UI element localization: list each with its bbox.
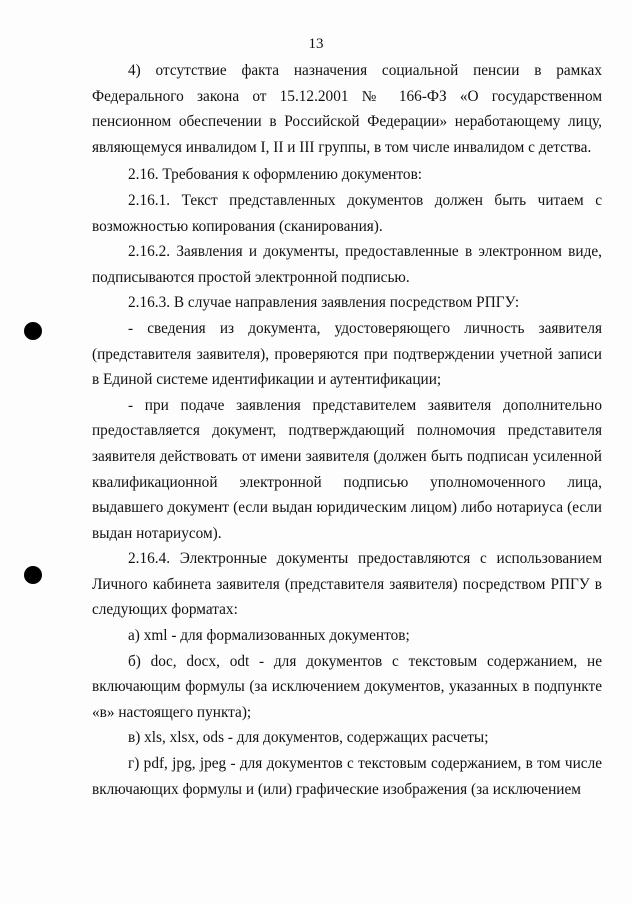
punch-hole-mark <box>24 322 42 340</box>
document-body <box>92 58 602 802</box>
list-item-pdf: г) pdf, jpg, jpeg - для документов с текстовым содержанием, в том числе включающих формулы и (или) графические изображения (за исключением <box>92 755 602 798</box>
paragraph-2-16-1: 2.16.1. Текст представленных документов должен быть читаем с возможностью копирования (сканирования). <box>92 191 602 235</box>
paragraph-representative: - при подаче заявления представителем заявителя дополнительно предоставляется документ, подтверждающий полномочия представителя заявителя действовать от имени заявителя (должен быть подписан усиленной квалификационной электронной подписью уполномоченного лица, выдавшего документ (если выдан юридическим лицом) либо нотариуса (если выдан нотариусом). <box>92 396 602 542</box>
paragraph-2-16: 2.16. Требования к оформлению документов: <box>128 166 423 184</box>
paragraph-2-16-3: 2.16.3. В случае направления заявления посредством РПГУ: <box>128 294 520 312</box>
list-item-doc: б) doc, docx, odt - для документов с текстовым содержанием, не включающим формулы (за исключением документов, указанных в подпункте «в» настоящего пункта); <box>92 652 602 721</box>
page-number: 13 <box>308 36 324 52</box>
paragraph-social-pension: 4) отсутствие факта назначения социальной пенсии в рамках Федерального закона от 15.12.2001 № 166-ФЗ «О государственном пенсионном обеспечении в Российской Федерации» неработающему лицу, являющемуся инвалидом I, II и III группы, в том числе инвалидом с детства. <box>92 62 602 156</box>
paragraph-identity-check: - сведения из документа, удостоверяющего личность заявителя (представителя заявителя), проверяются при подтверждении учетной записи в Единой системе идентификации и аутентификации; <box>92 319 602 389</box>
punch-hole-mark <box>24 566 42 584</box>
list-item-xls: в) xls, xlsx, ods - для документов, содержащих расчеты; <box>128 729 489 747</box>
paragraph-2-16-4: 2.16.4. Электронные документы предоставляются с использованием Личного кабинета заявителя (представителя заявителя) посредством РПГУ в следующих форматах: <box>92 550 602 619</box>
paragraph-2-16-2: 2.16.2. Заявления и документы, предоставленные в электронном виде, подписываются простой электронной подписью. <box>92 243 602 286</box>
list-item-xml: а) xml - для формализованных документов; <box>128 627 410 645</box>
